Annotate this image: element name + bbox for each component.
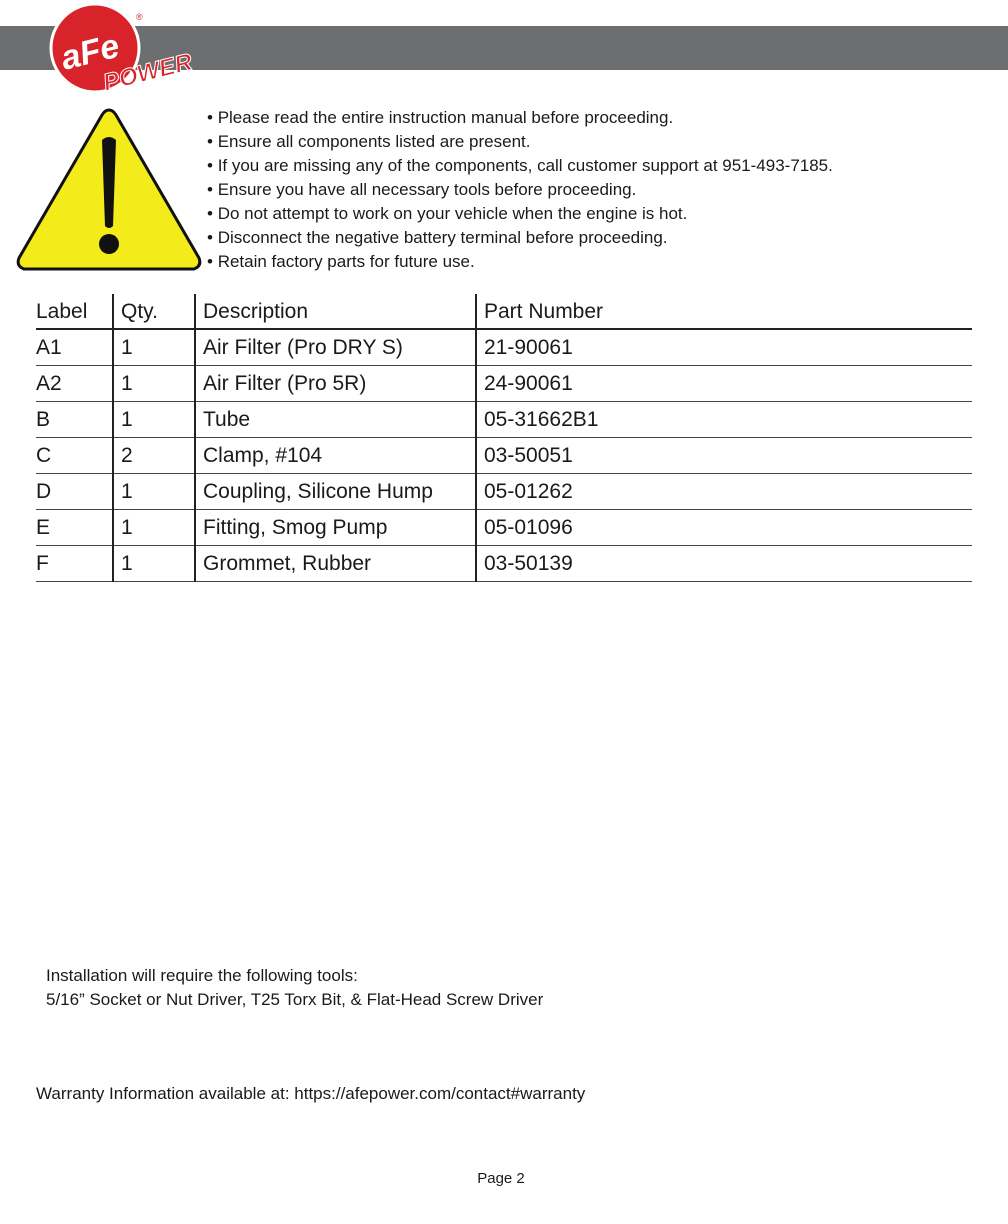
- table-row: [36, 474, 972, 510]
- warning-item: • Ensure all components listed are present.: [207, 130, 833, 154]
- registered-mark: ®: [136, 12, 143, 22]
- cell-part-number: 05-31662B1: [476, 402, 972, 438]
- header-label: Label: [36, 294, 113, 329]
- header-description: Description: [195, 294, 476, 329]
- cell-qty: 1: [113, 510, 195, 546]
- table-row: [36, 438, 972, 474]
- cell-qty: 1: [113, 546, 195, 582]
- cell-description: Clamp, #104: [195, 438, 476, 474]
- table-row: [36, 329, 972, 366]
- warning-item: • Ensure you have all necessary tools before proceeding.: [207, 178, 833, 202]
- tools-note: [46, 964, 543, 1012]
- warning-item: • Do not attempt to work on your vehicle when the engine is hot.: [207, 202, 833, 226]
- cell-description: Tube: [195, 402, 476, 438]
- warning-list: [207, 106, 833, 274]
- tools-heading: Installation will require the following tools:: [46, 966, 358, 985]
- warning-item: • If you are missing any of the components, call customer support at 951-493-7185.: [207, 154, 833, 178]
- page-number: Page 2: [477, 1170, 525, 1187]
- cell-part-number: 24-90061: [476, 366, 972, 402]
- table-row: [36, 366, 972, 402]
- cell-qty: 2: [113, 438, 195, 474]
- warning-item: • Retain factory parts for future use.: [207, 250, 833, 274]
- cell-part-number: 21-90061: [476, 329, 972, 366]
- warranty-info: Warranty Information available at: https://afepower.com/contact#warranty: [36, 1084, 586, 1103]
- cell-qty: 1: [113, 474, 195, 510]
- table-row: [36, 546, 972, 582]
- warning-triangle-icon: [14, 106, 204, 274]
- cell-qty: 1: [113, 402, 195, 438]
- cell-description: Fitting, Smog Pump: [195, 510, 476, 546]
- cell-part-number: 03-50051: [476, 438, 972, 474]
- logo-main-text: aFe: [57, 26, 124, 78]
- cell-qty: 1: [113, 329, 195, 366]
- table-header-row: [36, 294, 972, 329]
- cell-qty: 1: [113, 366, 195, 402]
- cell-description: Air Filter (Pro 5R): [195, 366, 476, 402]
- cell-label: B: [36, 402, 113, 438]
- logo-sub-text: POWER: [100, 48, 195, 97]
- warning-item: • Please read the entire instruction manual before proceeding.: [207, 106, 833, 130]
- cell-label: F: [36, 546, 113, 582]
- cell-part-number: 05-01096: [476, 510, 972, 546]
- header-part-number: Part Number: [476, 294, 972, 329]
- warning-item: • Disconnect the negative battery terminal before proceeding.: [207, 226, 833, 250]
- tools-list: 5/16” Socket or Nut Driver, T25 Torx Bit, & Flat-Head Screw Driver: [46, 990, 544, 1009]
- table-row: [36, 402, 972, 438]
- cell-description: Air Filter (Pro DRY S): [195, 329, 476, 366]
- parts-table: [36, 294, 972, 582]
- cell-label: A2: [36, 366, 113, 402]
- cell-label: E: [36, 510, 113, 546]
- header-qty: Qty.: [113, 294, 195, 329]
- cell-part-number: 03-50139: [476, 546, 972, 582]
- cell-label: A1: [36, 329, 113, 366]
- cell-description: Grommet, Rubber: [195, 546, 476, 582]
- cell-label: D: [36, 474, 113, 510]
- table-row: [36, 510, 972, 546]
- cell-description: Coupling, Silicone Hump: [195, 474, 476, 510]
- cell-part-number: 05-01262: [476, 474, 972, 510]
- cell-label: C: [36, 438, 113, 474]
- afe-power-logo: [40, 0, 200, 100]
